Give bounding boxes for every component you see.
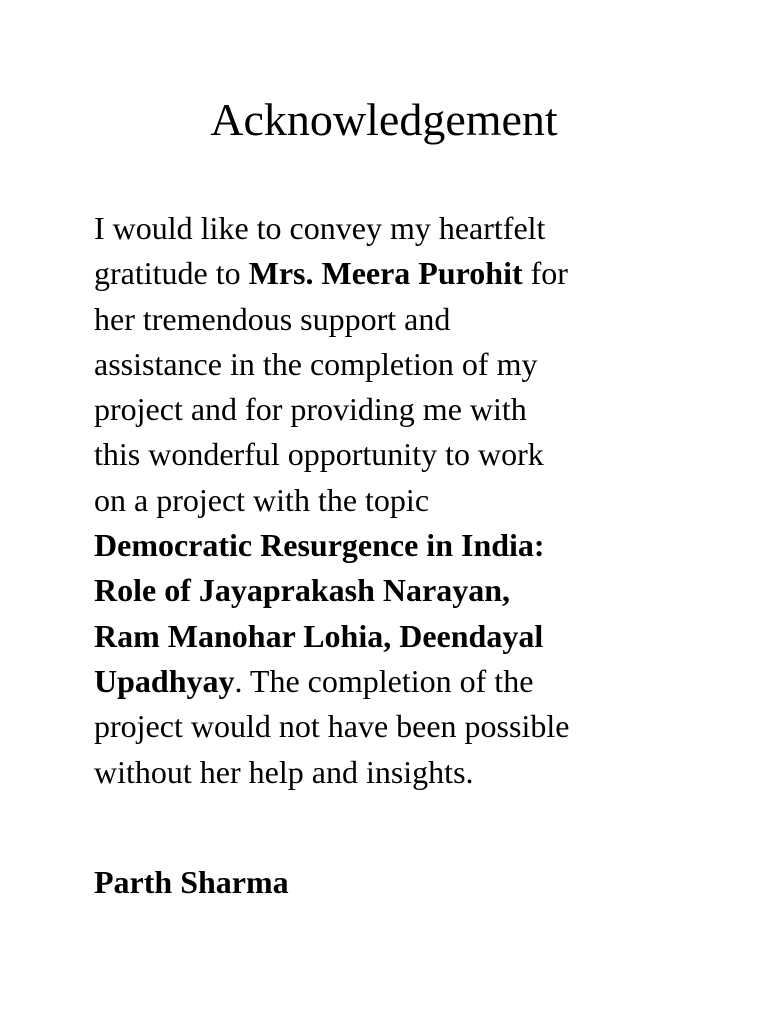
text-segment: project and for providing me with [94, 391, 527, 428]
text-segment: on a project with the topic [94, 481, 430, 518]
paragraph-line [94, 659, 694, 704]
bold-text-segment: Role of Jayaprakash Narayan, [94, 572, 511, 609]
paragraph-line [94, 704, 694, 749]
signature-name: Parth Sharma [94, 864, 289, 900]
bold-text-segment: Mrs. Meera Purohit [248, 255, 523, 292]
paragraph-line [94, 297, 694, 342]
paragraph-line [94, 251, 694, 296]
text-segment: assistance in the completion of my [94, 345, 538, 382]
bold-text-segment: Upadhyay [94, 662, 235, 699]
text-segment: . The completion of the [234, 662, 534, 699]
text-segment: gratitude to [94, 255, 249, 292]
bold-text-segment: Ram Manohar Lohia, Deendayal [94, 617, 544, 654]
paragraph-line [94, 523, 694, 568]
paragraph-line [94, 206, 694, 251]
text-segment: this wonderful opportunity to work [94, 436, 544, 473]
paragraph-line [94, 387, 694, 432]
text-segment: her tremendous support and [94, 300, 451, 337]
text-segment: for [522, 255, 568, 292]
paragraph-line [94, 478, 694, 523]
bold-text-segment: Democratic Resurgence in India: [94, 527, 545, 564]
paragraph-line [94, 432, 694, 477]
paragraph-line [94, 614, 694, 659]
page-title: Acknowledgement [210, 94, 558, 145]
text-segment: I would like to convey my heartfelt [94, 210, 546, 246]
paragraph-line [94, 750, 694, 795]
text-segment: without her help and insights. [94, 753, 474, 790]
paragraph-line [94, 568, 694, 613]
acknowledgement-paragraph [94, 206, 694, 795]
text-segment: project would not have been possible [94, 708, 570, 745]
paragraph-line [94, 342, 694, 387]
